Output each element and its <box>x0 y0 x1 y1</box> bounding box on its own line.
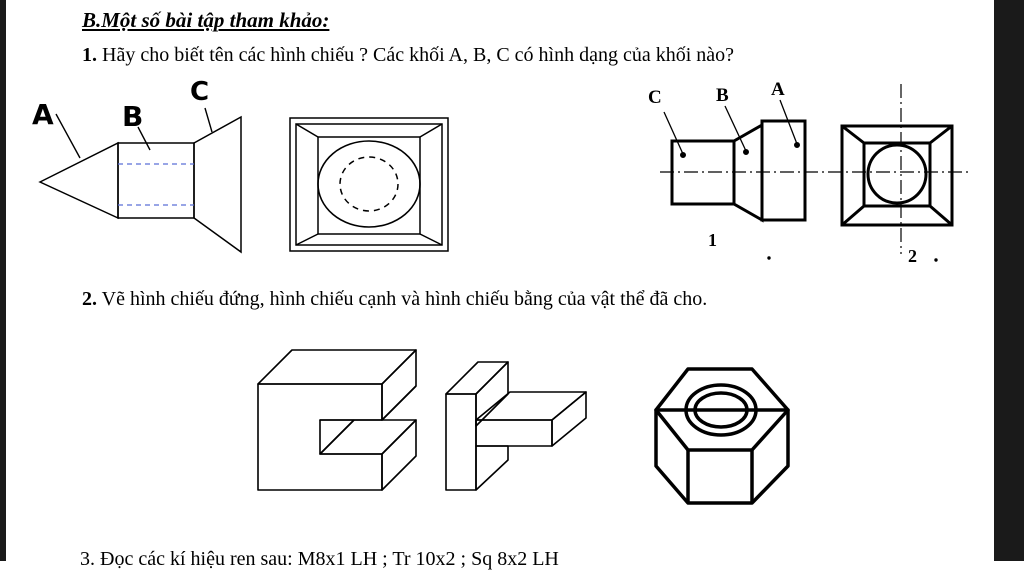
document-page <box>6 0 994 561</box>
label-b-right: B <box>716 85 729 106</box>
right-border <box>994 0 1024 561</box>
label-a-left: A <box>32 98 54 131</box>
section-title: B.Một số bài tập tham khảo: <box>82 8 330 32</box>
question-2 <box>82 288 707 311</box>
view-label-1: 1 <box>708 230 717 250</box>
question-2-number: 2. <box>82 288 97 310</box>
question-1-number: 1. <box>82 44 97 66</box>
question-2-text: Vẽ hình chiếu đứng, hình chiếu cạnh và hình chiếu bằng của vật thể đã cho. <box>101 288 708 310</box>
label-a-right: A <box>771 79 785 100</box>
question-1-text: Hãy cho biết tên các hình chiếu ? Các khối A, B, C có hình dạng của khối nào? <box>102 44 735 66</box>
label-c-right: C <box>648 87 662 108</box>
label-b-left: B <box>122 100 144 133</box>
question-3-partial: 3. Đọc các kí hiệu ren sau: M8x1 LH ; Tr 10x2 ; Sq 8x2 LH <box>80 548 559 570</box>
label-c-left: C <box>190 77 210 107</box>
view-label-2: 2 <box>908 246 917 266</box>
question-1 <box>82 44 734 67</box>
